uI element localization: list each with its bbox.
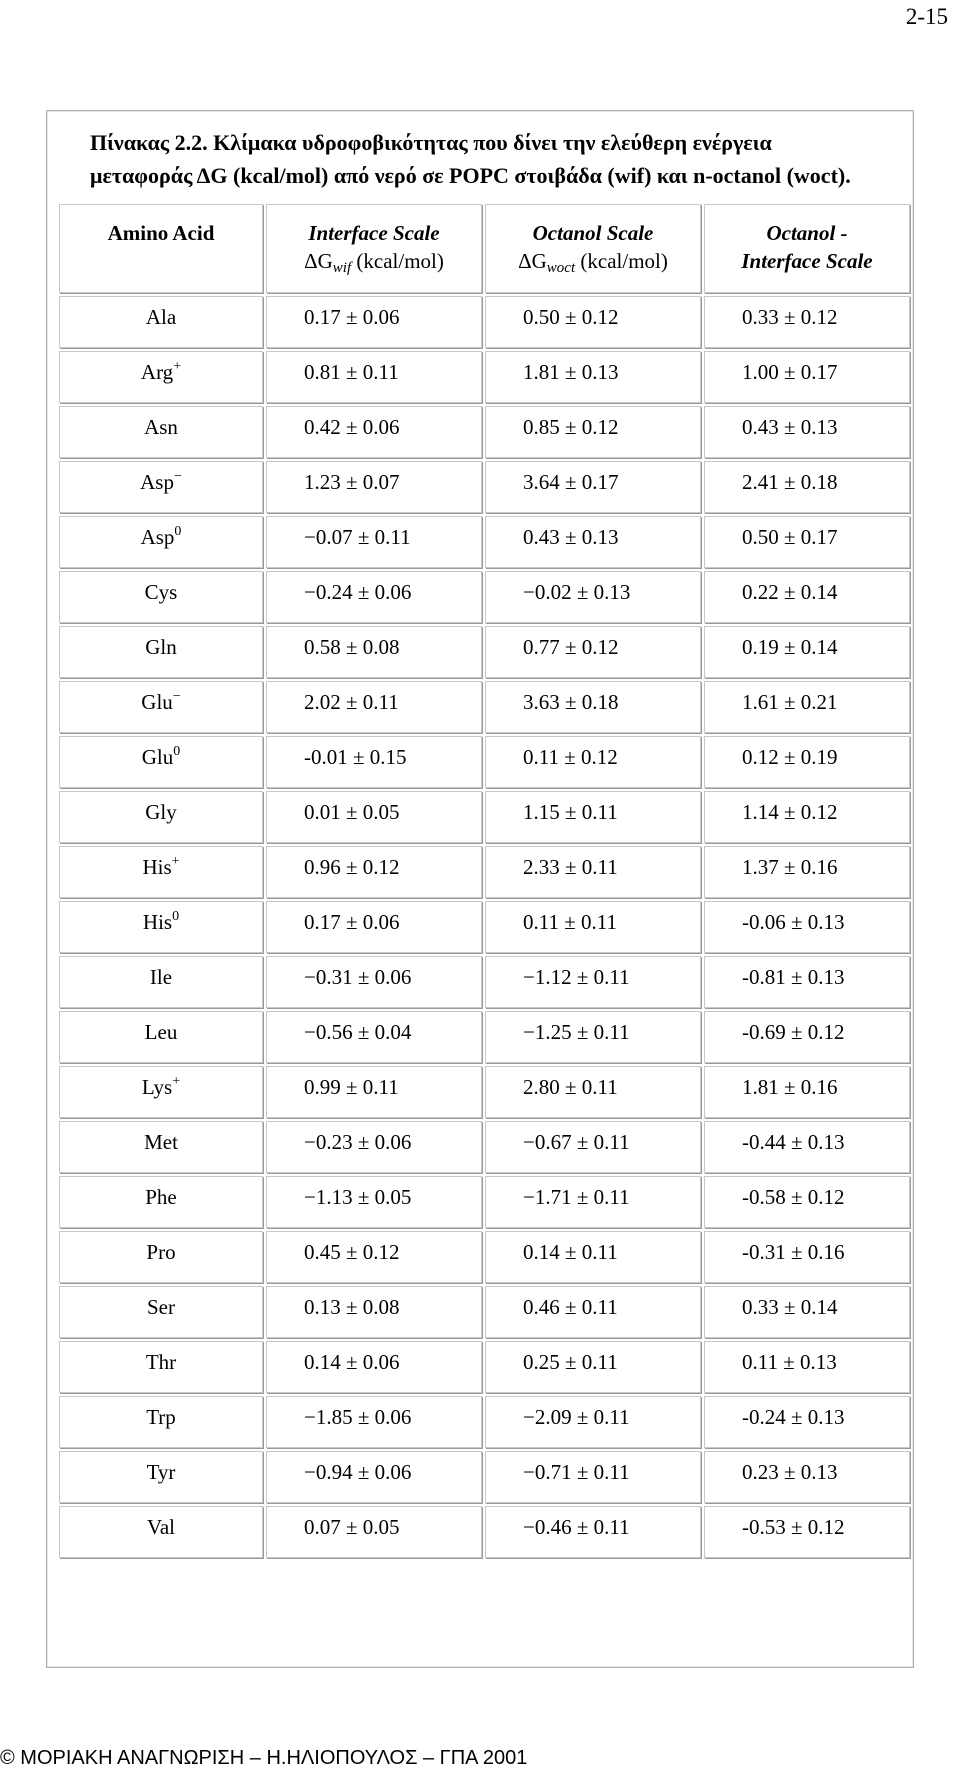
table-row [59, 956, 910, 1008]
cell-difference-value: -0.31 ± 0.16 [704, 1231, 910, 1283]
header-octanol-unit: (kcal/mol) [580, 249, 668, 273]
cell-difference-value: -0.58 ± 0.12 [704, 1176, 910, 1228]
table-row [59, 901, 910, 953]
cell-amino-acid [59, 1506, 263, 1558]
amino-acid-name: Pro [146, 1240, 176, 1264]
cell-interface-value: −1.85 ± 0.06 [266, 1396, 482, 1448]
cell-interface-value: −0.23 ± 0.06 [266, 1121, 482, 1173]
amino-acid-name: Phe [145, 1185, 177, 1209]
cell-interface-value: 0.45 ± 0.12 [266, 1231, 482, 1283]
cell-interface-value: -0.01 ± 0.15 [266, 736, 482, 788]
header-difference-title: Octanol - [766, 221, 848, 245]
amino-acid-charge: − [173, 469, 182, 484]
amino-acid-name: Asn [144, 415, 178, 439]
cell-difference-value: 0.33 ± 0.14 [704, 1286, 910, 1338]
table-row [59, 1231, 910, 1283]
cell-amino-acid [59, 1176, 263, 1228]
header-interface-title: Interface Scale [308, 221, 440, 245]
header-octanol-symbol: ΔG [518, 249, 547, 273]
cell-difference-value: -0.06 ± 0.13 [704, 901, 910, 953]
cell-interface-value: −0.31 ± 0.06 [266, 956, 482, 1008]
cell-octanol-value: 0.25 ± 0.11 [485, 1341, 701, 1393]
cell-amino-acid [59, 736, 263, 788]
cell-octanol-value: −0.71 ± 0.11 [485, 1451, 701, 1503]
table-caption [60, 126, 900, 192]
cell-octanol-value: −0.46 ± 0.11 [485, 1506, 701, 1558]
table-row [59, 406, 910, 458]
cell-amino-acid [59, 681, 263, 733]
cell-amino-acid [59, 351, 263, 403]
cell-interface-value: −0.07 ± 0.11 [266, 516, 482, 568]
table-row [59, 1506, 910, 1558]
header-interface-symbol: ΔG [304, 249, 333, 273]
table-body [59, 296, 910, 1558]
cell-octanol-value: 0.85 ± 0.12 [485, 406, 701, 458]
cell-interface-value: 0.17 ± 0.06 [266, 901, 482, 953]
cell-interface-value: −0.24 ± 0.06 [266, 571, 482, 623]
cell-difference-value: 1.14 ± 0.12 [704, 791, 910, 843]
table-row [59, 296, 910, 348]
amino-acid-name: Arg [140, 360, 174, 384]
cell-octanol-value: −2.09 ± 0.11 [485, 1396, 701, 1448]
cell-difference-value: 0.12 ± 0.19 [704, 736, 910, 788]
cell-amino-acid [59, 791, 263, 843]
amino-acid-name: Cys [144, 580, 178, 604]
cell-octanol-value: 0.77 ± 0.12 [485, 626, 701, 678]
amino-acid-name: Leu [144, 1020, 178, 1044]
cell-difference-value: 0.23 ± 0.13 [704, 1451, 910, 1503]
table-row [59, 736, 910, 788]
table-row [59, 1341, 910, 1393]
header-interface-scale [266, 204, 482, 293]
amino-acid-name: Ala [145, 305, 177, 329]
header-difference-scale [704, 204, 910, 293]
cell-amino-acid [59, 1121, 263, 1173]
amino-acid-name: His [142, 855, 172, 879]
amino-acid-name: Asp [140, 470, 174, 494]
header-octanol-sub: woct [546, 260, 576, 276]
table-row [59, 626, 910, 678]
cell-amino-acid [59, 571, 263, 623]
table-header-row [59, 204, 910, 293]
cell-interface-value: −0.94 ± 0.06 [266, 1451, 482, 1503]
caption-line-2: μεταφοράς ΔG (kcal/mol) από νερό σε POPC στοιβάδα (wif) και n-octanol (woct). [90, 163, 851, 188]
cell-interface-value: 0.17 ± 0.06 [266, 296, 482, 348]
header-amino-acid: Amino Acid [59, 204, 263, 293]
amino-acid-name: Gly [145, 800, 177, 824]
cell-amino-acid [59, 461, 263, 513]
table-row [59, 1011, 910, 1063]
amino-acid-name: Lys [141, 1075, 173, 1099]
cell-octanol-value: 0.50 ± 0.12 [485, 296, 701, 348]
amino-acid-name: Ile [149, 965, 173, 989]
cell-difference-value: 1.37 ± 0.16 [704, 846, 910, 898]
cell-amino-acid [59, 296, 263, 348]
cell-amino-acid [59, 1066, 263, 1118]
cell-amino-acid [59, 1011, 263, 1063]
cell-interface-value: 1.23 ± 0.07 [266, 461, 482, 513]
cell-difference-value: 1.81 ± 0.16 [704, 1066, 910, 1118]
cell-difference-value: 0.50 ± 0.17 [704, 516, 910, 568]
cell-octanol-value: 0.11 ± 0.12 [485, 736, 701, 788]
cell-interface-value: −1.13 ± 0.05 [266, 1176, 482, 1228]
cell-octanol-value: 0.14 ± 0.11 [485, 1231, 701, 1283]
cell-amino-acid [59, 901, 263, 953]
amino-acid-name: Tyr [146, 1460, 176, 1484]
cell-interface-value: 0.14 ± 0.06 [266, 1341, 482, 1393]
table-row [59, 1066, 910, 1118]
amino-acid-name: Gln [145, 635, 177, 659]
table-row [59, 461, 910, 513]
header-interface-sub: wif [332, 260, 352, 276]
cell-difference-value: 0.19 ± 0.14 [704, 626, 910, 678]
cell-amino-acid [59, 406, 263, 458]
cell-octanol-value: 3.63 ± 0.18 [485, 681, 701, 733]
cell-octanol-value: −1.12 ± 0.11 [485, 956, 701, 1008]
table-row [59, 1176, 910, 1228]
amino-acid-charge: 0 [172, 909, 180, 924]
cell-difference-value: 2.41 ± 0.18 [704, 461, 910, 513]
footer-copyright: © ΜΟΡΙΑΚΗ ΑΝΑΓΝΩΡΙΣΗ – Η.ΗΛΙΟΠΟΥΛΟΣ – ΓΠΑ 2001 [0, 1747, 528, 1769]
table-row [59, 516, 910, 568]
cell-octanol-value: 0.11 ± 0.11 [485, 901, 701, 953]
cell-difference-value: -0.81 ± 0.13 [704, 956, 910, 1008]
cell-difference-value: -0.24 ± 0.13 [704, 1396, 910, 1448]
cell-interface-value: 0.58 ± 0.08 [266, 626, 482, 678]
cell-octanol-value: 2.80 ± 0.11 [485, 1066, 701, 1118]
cell-octanol-value: 2.33 ± 0.11 [485, 846, 701, 898]
amino-acid-name: Thr [145, 1350, 177, 1374]
cell-difference-value: 1.61 ± 0.21 [704, 681, 910, 733]
cell-amino-acid [59, 1396, 263, 1448]
table-row [59, 351, 910, 403]
cell-difference-value: 0.22 ± 0.14 [704, 571, 910, 623]
amino-acid-name: Met [144, 1130, 178, 1154]
header-difference-title-2: Interface Scale [741, 249, 873, 273]
header-octanol-scale [485, 204, 701, 293]
cell-octanol-value: 3.64 ± 0.17 [485, 461, 701, 513]
table-row [59, 571, 910, 623]
cell-octanol-value: −1.71 ± 0.11 [485, 1176, 701, 1228]
cell-amino-acid [59, 626, 263, 678]
hydrophobicity-table [56, 201, 913, 1561]
cell-octanol-value: 1.81 ± 0.13 [485, 351, 701, 403]
table-row [59, 846, 910, 898]
amino-acid-charge: − [172, 689, 181, 704]
cell-octanol-value: −0.67 ± 0.11 [485, 1121, 701, 1173]
table-row [59, 1396, 910, 1448]
cell-difference-value: -0.44 ± 0.13 [704, 1121, 910, 1173]
cell-amino-acid [59, 516, 263, 568]
cell-interface-value: 0.42 ± 0.06 [266, 406, 482, 458]
caption-line-1: Πίνακας 2.2. Κλίμακα υδροφοβικότητας που δίνει την ελεύθερη ενέργεια [90, 130, 772, 155]
cell-interface-value: −0.56 ± 0.04 [266, 1011, 482, 1063]
amino-acid-charge: + [172, 1074, 181, 1089]
cell-interface-value: 0.99 ± 0.11 [266, 1066, 482, 1118]
cell-amino-acid [59, 846, 263, 898]
cell-octanol-value: 0.43 ± 0.13 [485, 516, 701, 568]
cell-interface-value: 0.81 ± 0.11 [266, 351, 482, 403]
cell-amino-acid [59, 1231, 263, 1283]
cell-difference-value: 1.00 ± 0.17 [704, 351, 910, 403]
cell-difference-value: 0.33 ± 0.12 [704, 296, 910, 348]
amino-acid-name: Glu [141, 690, 173, 714]
amino-acid-charge: 0 [173, 744, 181, 759]
header-octanol-title: Octanol Scale [532, 221, 654, 245]
cell-amino-acid [59, 956, 263, 1008]
amino-acid-name: Trp [146, 1405, 176, 1429]
cell-interface-value: 0.96 ± 0.12 [266, 846, 482, 898]
table-row [59, 1121, 910, 1173]
amino-acid-charge: 0 [174, 524, 182, 539]
table-row [59, 791, 910, 843]
cell-interface-value: 2.02 ± 0.11 [266, 681, 482, 733]
amino-acid-name: His [142, 910, 173, 934]
cell-amino-acid [59, 1451, 263, 1503]
cell-difference-value: -0.53 ± 0.12 [704, 1506, 910, 1558]
amino-acid-charge: + [173, 359, 182, 374]
page-number: 2-15 [905, 4, 948, 29]
cell-amino-acid [59, 1286, 263, 1338]
cell-octanol-value: 0.46 ± 0.11 [485, 1286, 701, 1338]
cell-octanol-value: 1.15 ± 0.11 [485, 791, 701, 843]
table-row [59, 1451, 910, 1503]
table-row [59, 681, 910, 733]
header-interface-unit: (kcal/mol) [356, 249, 444, 273]
cell-octanol-value: −0.02 ± 0.13 [485, 571, 701, 623]
amino-acid-name: Ser [147, 1295, 175, 1319]
cell-difference-value: -0.69 ± 0.12 [704, 1011, 910, 1063]
amino-acid-charge: + [171, 854, 180, 869]
cell-interface-value: 0.13 ± 0.08 [266, 1286, 482, 1338]
cell-octanol-value: −1.25 ± 0.11 [485, 1011, 701, 1063]
amino-acid-name: Val [147, 1515, 175, 1539]
table-row [59, 1286, 910, 1338]
cell-interface-value: 0.07 ± 0.05 [266, 1506, 482, 1558]
cell-amino-acid [59, 1341, 263, 1393]
cell-difference-value: 0.11 ± 0.13 [704, 1341, 910, 1393]
amino-acid-name: Asp [140, 525, 175, 549]
amino-acid-name: Glu [141, 745, 174, 769]
cell-interface-value: 0.01 ± 0.05 [266, 791, 482, 843]
cell-difference-value: 0.43 ± 0.13 [704, 406, 910, 458]
